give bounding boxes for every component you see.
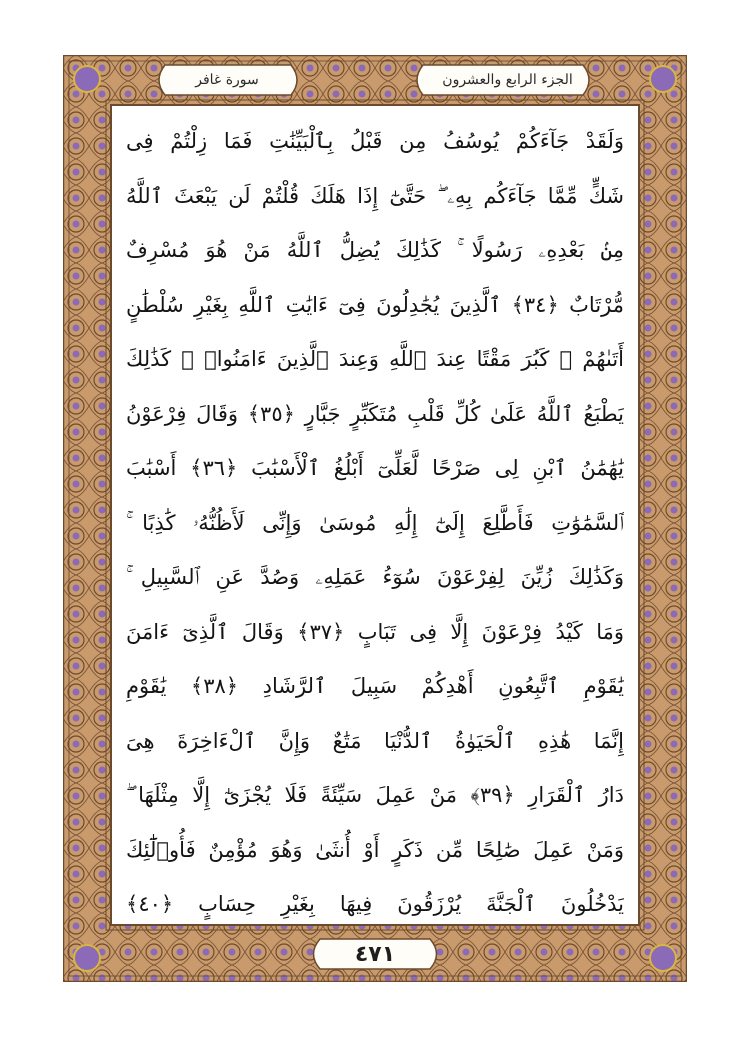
juz-title: الجزء الرابع والعشرون xyxy=(442,72,573,88)
text-line: مُّرْتَابٌ ﴿٣٤﴾ ٱلَّذِينَ يُجَٰدِلُونَ فِىٓ ءَايَٰتِ ٱللَّهِ بِغَيْرِ سُلْطَٰنٍ xyxy=(126,292,624,317)
quran-text-panel xyxy=(116,110,634,920)
text-line: وَمَا كَيْدُ فِرْعَوْنَ إِلَّا فِى تَبَابٍ ﴿٣٧﴾ وَقَالَ ٱلَّذِىٓ ءَامَنَ xyxy=(126,619,624,644)
text-line: وَلَقَدْ جَآءَكُمْ يُوسُفُ مِن قَبْلُ بِٱلْبَيِّنَٰتِ فَمَا زِلْتُمْ فِى xyxy=(126,129,624,153)
text-line: يَطْبَعُ ٱللَّهُ عَلَىٰ كُلِّ قَلْبِ مُتَكَبِّرٍ جَبَّارٍ ﴿٣٥﴾ وَقَالَ فِرْعَوْنُ xyxy=(126,401,624,426)
text-line: وَمَنْ عَمِلَ صَٰلِحًا مِّن ذَكَرٍ أَوْ أُنثَىٰ وَهُوَ مُؤْمِنٌ فَأُو۟لَٰٓئِكَ xyxy=(126,837,624,862)
text-line: يَٰهَٰمَٰنُ ٱبْنِ لِى صَرْحًا لَّعَلِّىٓ أَبْلُغُ ٱلْأَسْبَٰبَ ﴿٣٦﴾ أَسْبَٰبَ xyxy=(126,456,624,480)
text-line: أَتَىٰهُمْ ۖ كَبُرَ مَقْتًا عِندَ ٱللَّهِ وَعِندَ ٱلَّذِينَ ءَامَنُوا۟ ۚ كَذَٰلِكَ xyxy=(126,347,624,371)
text-line: إِنَّمَا هَٰذِهِ ٱلْحَيَوٰةُ ٱلدُّنْيَا مَتَٰعٌ وَإِنَّ ٱلْءَاخِرَةَ هِىَ xyxy=(126,728,624,753)
text-line: مِنۢ بَعْدِهِۦ رَسُولًا ۚ كَذَٰلِكَ يُضِلُّ ٱللَّهُ مَنْ هُوَ مُسْرِفٌ xyxy=(126,238,624,262)
surah-title: سورة غافر xyxy=(195,72,259,88)
text-line: يَٰقَوْمِ ٱتَّبِعُونِ أَهْدِكُمْ سَبِيلَ ٱلرَّشَادِ ﴿٣٨﴾ يَٰقَوْمِ xyxy=(126,674,624,698)
text-line: شَكٍّ مِّمَّا جَآءَكُم بِهِۦ ۖ حَتَّىٰٓ إِذَا هَلَكَ قُلْتُمْ لَن يَبْعَثَ ٱللَّهُ xyxy=(126,183,624,208)
text-line: دَارُ ٱلْقَرَارِ ﴿٣٩﴾ مَنْ عَمِلَ سَيِّئَةً فَلَا يُجْزَىٰٓ إِلَّا مِثْلَهَا ۖ xyxy=(126,783,624,807)
text-line: ٱلسَّمَٰوَٰتِ فَأَطَّلِعَ إِلَىٰٓ إِلَٰهِ مُوسَىٰ وَإِنِّى لَأَظُنُّهُۥ كَٰذِبًا ۚ xyxy=(126,510,624,535)
page-number: ٤٧١ xyxy=(354,941,396,967)
text-line: يَدْخُلُونَ ٱلْجَنَّةَ يُرْزَقُونَ فِيهَا بِغَيْرِ حِسَابٍ ﴿٤٠﴾ xyxy=(126,892,624,916)
text-line: وَكَذَٰلِكَ زُيِّنَ لِفِرْعَوْنَ سُوٓءُ عَمَلِهِۦ وَصُدَّ عَنِ ٱلسَّبِيلِ ۚ xyxy=(126,565,624,589)
